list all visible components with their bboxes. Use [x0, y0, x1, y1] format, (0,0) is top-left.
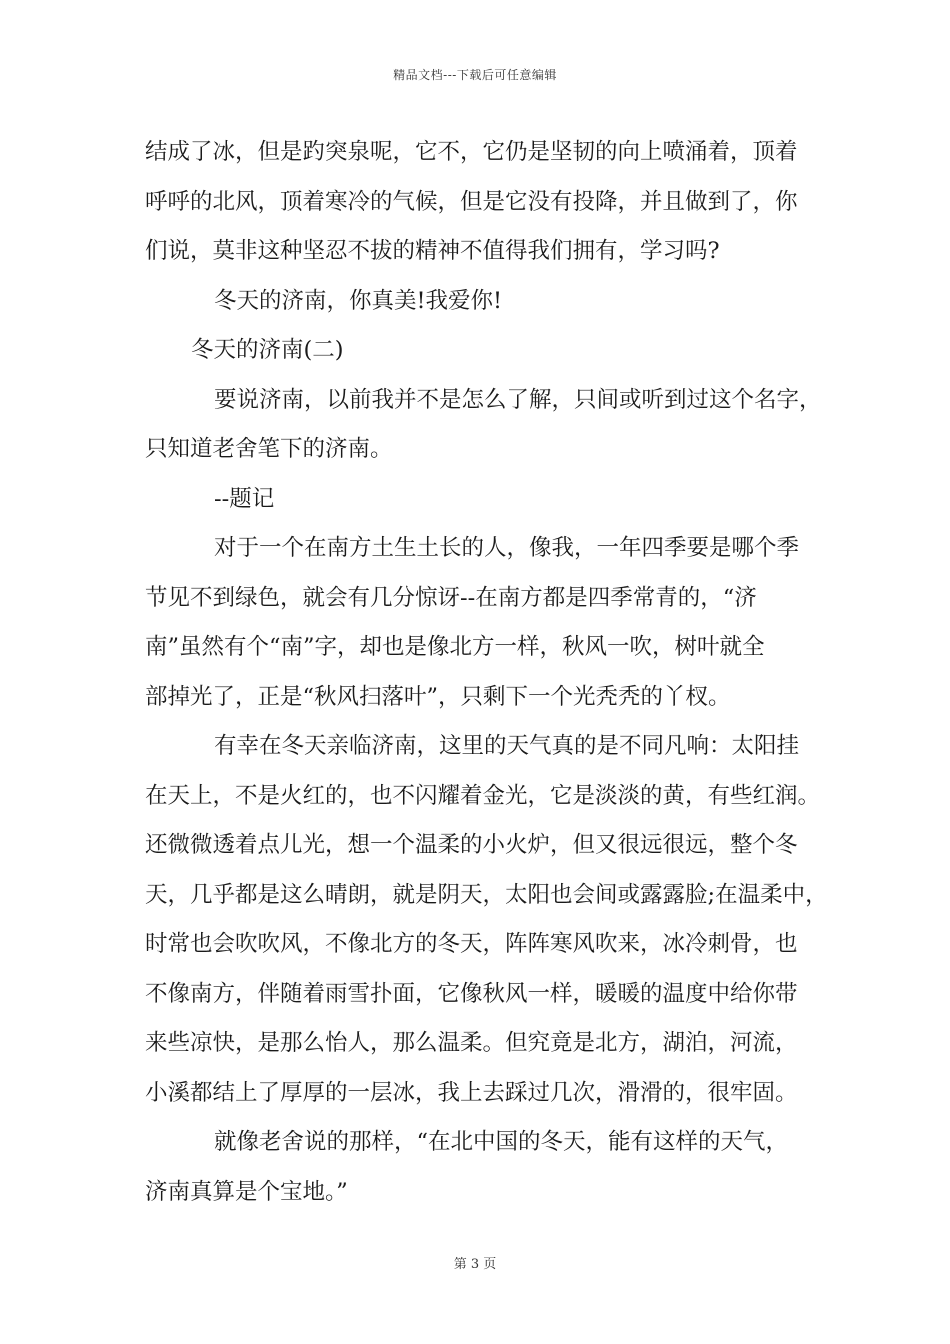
paragraph-line: 有幸在冬天亲临济南，这里的天气真的是不同凡响：太阳挂 [214, 733, 800, 759]
text-line: 南”虽然有个“南”字，却也是像北方一样，秋风一吹，树叶就全 [145, 634, 765, 660]
section-title: 冬天的济南(二) [191, 337, 344, 363]
text-line: 不像南方，伴随着雨雪扑面，它像秋风一样，暖暖的温度中给你带 [145, 980, 798, 1007]
text-line: 部掉光了，正是“秋风扫落叶”，只剩下一个光秃秃的丫杈。 [145, 683, 731, 710]
page-number: 第 3 页 [453, 1257, 497, 1272]
document-body [145, 128, 828, 1217]
text-line: 结成了冰，但是趵突泉呢，它不，它仍是坚韧的向上喷涌着，顶着 [145, 139, 798, 165]
text-line: 济南真算是个宝地。” [145, 1178, 348, 1205]
paragraph-line: 就像老舍说的那样，“在北中国的冬天，能有这样的天气， [214, 1129, 789, 1155]
text-line: 时常也会吹吹风，不像北方的冬天，阵阵寒风吹来，冰冷刺骨，也 [145, 931, 798, 957]
paragraph-line: 要说济南，以前我并不是怎么了解，只间或听到过这个名字， [214, 386, 822, 413]
text-line: 天，几乎都是这么晴朗，就是阴天，太阳也会间或露露脸;在温柔中， [145, 881, 828, 908]
paragraph-line: 对于一个在南方土生土长的人，像我，一年四季要是哪个季 [214, 535, 800, 561]
paragraph-line: 冬天的济南，你真美!我爱你! [214, 287, 503, 314]
text-line: 们说，莫非这种坚忍不拔的精神不值得我们拥有，学习吗? [145, 238, 720, 264]
epigraph-label: --题记 [214, 485, 275, 512]
text-line: 呼呼的北风，顶着寒冷的气候，但是它没有投降，并且做到了，你 [145, 188, 798, 215]
page-header: 精品文档---下载后可任意编辑 [393, 68, 557, 82]
text-line: 还微微透着点儿光，想一个温柔的小火炉，但又很远很远，整个冬 [145, 832, 798, 858]
text-line: 只知道老舍笔下的济南。 [145, 436, 393, 462]
text-line: 节见不到绿色，就会有几分惊讶--在南方都是四季常青的，“济 [145, 584, 757, 611]
text-line: 小溪都结上了厚厚的一层冰，我上去踩过几次，滑滑的，很牢固。 [145, 1079, 798, 1106]
text-line: 来些凉快，是那么怡人，那么温柔。但究竟是北方，湖泊，河流， [145, 1030, 798, 1056]
text-line: 在天上，不是火红的，也不闪耀着金光，它是淡淡的黄，有些红润。 [145, 782, 821, 809]
